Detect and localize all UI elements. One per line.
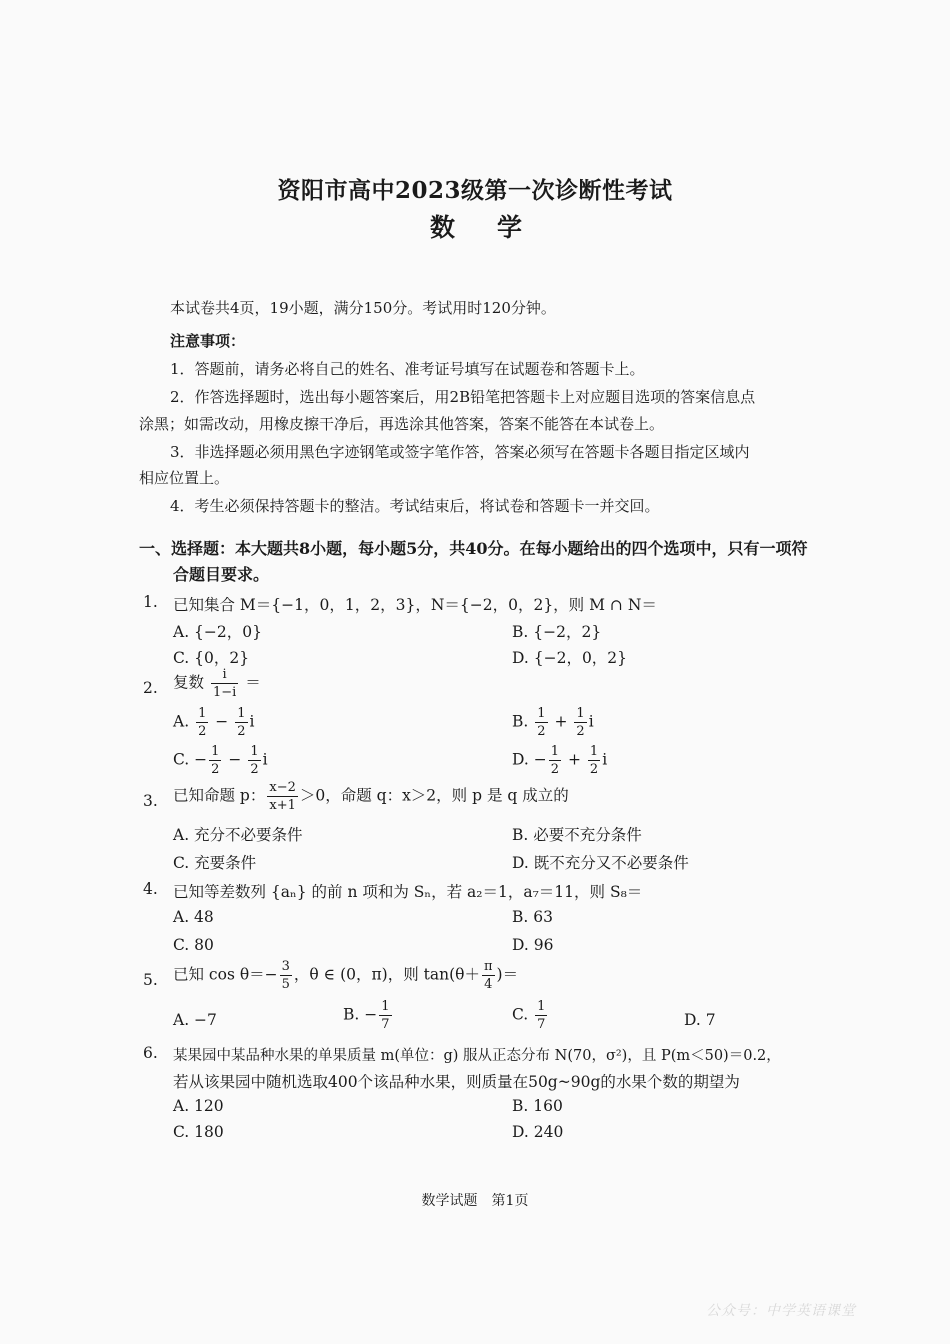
q6-option-d: D. 240 xyxy=(512,1123,564,1141)
fraction-denominator: 2 xyxy=(576,724,585,739)
q5-stem-part: 已知 cos θ＝− xyxy=(173,965,278,984)
minus-sign: − xyxy=(194,750,208,769)
fraction-denominator: 2 xyxy=(589,762,599,777)
fraction-denominator: 2 xyxy=(550,762,560,777)
option-label: B. xyxy=(512,712,529,731)
q2-stem-prefix: 复数 xyxy=(173,673,205,692)
fraction-denominator: 2 xyxy=(198,724,207,739)
plus-sign: + xyxy=(567,750,581,769)
fraction xyxy=(235,707,247,738)
question-number: 2. xyxy=(143,679,158,697)
subject-title: 数学 xyxy=(430,213,565,242)
fraction xyxy=(196,707,208,738)
imaginary-unit: i xyxy=(262,750,268,769)
fraction xyxy=(588,745,600,776)
q4-option-d: D. 96 xyxy=(512,936,554,954)
fraction-denominator: 5 xyxy=(281,977,290,992)
fraction-numerator: 1 xyxy=(250,744,259,759)
q6-option-a: A. 120 xyxy=(173,1097,224,1115)
section-heading-cont: 合题目要求。 xyxy=(173,565,270,584)
page-footer: 数学试题 第1页 xyxy=(421,1193,529,1209)
q3-option-b: B. 必要不充分条件 xyxy=(512,826,642,844)
fraction xyxy=(379,1000,391,1031)
q2-option-a xyxy=(173,707,254,738)
q5-option-c xyxy=(512,1000,549,1031)
q4-option-a: A. 48 xyxy=(173,908,214,926)
fraction-denominator: 7 xyxy=(381,1017,390,1032)
exam-summary: 本试卷共4页，19小题，满分150分。考试用时120分钟。 xyxy=(170,299,556,317)
q5-option-d: D. 7 xyxy=(684,1011,716,1029)
q5-stem-part: )＝ xyxy=(496,965,519,984)
q1-option-d: D. {−2，0，2} xyxy=(512,649,628,667)
q6-option-b: B. 160 xyxy=(512,1097,563,1115)
fraction-numerator: 1 xyxy=(211,744,220,759)
minus-sign: − xyxy=(228,750,242,769)
fraction-numerator: 1 xyxy=(537,706,546,721)
question-number: 4. xyxy=(143,880,158,898)
q1-option-c: C. {0，2} xyxy=(173,649,250,667)
notice-2a: 2．作答选择题时，选出每小题答案后，用2B铅笔把答题卡上对应题目选项的答案信息点 xyxy=(170,388,756,406)
fraction xyxy=(549,745,561,776)
q3-option-a: A. 充分不必要条件 xyxy=(173,826,303,844)
q3-fraction xyxy=(267,781,298,812)
fraction-numerator: 1 xyxy=(589,744,599,759)
q5-option-a: A. −7 xyxy=(173,1011,217,1029)
notice-1: 1．答题前，请务必将自己的姓名、准考证号填写在试题卷和答题卡上。 xyxy=(170,360,645,378)
fraction-denominator: 2 xyxy=(211,762,220,777)
notice-heading: 注意事项： xyxy=(170,332,246,350)
notice-2b: 涂黑；如需改动，用橡皮擦干净后，再选涂其他答案，答案不能答在本试卷上。 xyxy=(139,415,665,433)
question-number: 1. xyxy=(143,593,158,611)
imaginary-unit: i xyxy=(249,712,255,731)
question-6-stem-cont: 若从该果园中随机选取400个该品种水果，则质量在50g~90g的水果个数的期望为 xyxy=(173,1073,740,1091)
q1-option-a: A. {−2，0} xyxy=(173,623,262,641)
fraction-denominator: 1−i xyxy=(212,685,237,700)
q4-option-b: B. 63 xyxy=(512,908,553,926)
fraction-numerator: 1 xyxy=(198,706,207,721)
option-label: A. xyxy=(173,712,190,731)
minus-sign: − xyxy=(215,712,229,731)
q2-option-b xyxy=(512,707,594,738)
q5-stem-part: ，θ ∈ (0，π)，则 tan(θ＋ xyxy=(293,965,480,984)
plus-sign: + xyxy=(554,712,568,731)
notice-4: 4．考生必须保持答题卡的整洁。考试结束后，将试卷和答题卡一并交回。 xyxy=(170,497,660,515)
question-1-stem: 已知集合 M＝{−1，0，1，2，3}，N＝{−2，0，2}，则 M ∩ N＝ xyxy=(173,596,657,614)
fraction-numerator: 1 xyxy=(537,999,546,1014)
fraction-numerator: 1 xyxy=(381,999,390,1014)
fraction xyxy=(574,707,586,738)
q5-option-b xyxy=(343,1000,394,1031)
q2-stem-suffix: ＝ xyxy=(245,673,261,692)
q1-option-b: B. {−2，2} xyxy=(512,623,602,641)
exam-title: 资阳市高中2023级第一次诊断性考试 xyxy=(277,177,673,204)
fraction xyxy=(209,745,221,776)
fraction-denominator: 7 xyxy=(537,1017,546,1032)
q2-option-d xyxy=(512,745,607,776)
notice-3b: 相应位置上。 xyxy=(139,469,230,487)
question-number: 5. xyxy=(143,971,158,989)
imaginary-unit: i xyxy=(588,712,594,731)
q4-option-c: C. 80 xyxy=(173,936,214,954)
fraction-numerator: i xyxy=(211,668,238,684)
q2-option-c xyxy=(173,745,268,776)
fraction xyxy=(482,960,495,991)
fraction-numerator: 3 xyxy=(281,959,290,974)
minus-sign: − xyxy=(533,750,547,769)
section-heading: 一、选择题：本大题共8小题，每小题5分，共40分。在每小题给出的四个选项中，只有一项符 xyxy=(139,539,808,558)
q3-option-d: D. 既不充分又不必要条件 xyxy=(512,854,689,872)
question-number: 6. xyxy=(143,1044,158,1062)
question-number: 3. xyxy=(143,792,158,810)
fraction-numerator: π xyxy=(483,959,493,974)
fraction-denominator: 2 xyxy=(250,762,259,777)
q2-fraction xyxy=(211,668,238,699)
fraction-denominator: 4 xyxy=(484,977,493,992)
question-6-stem: 某果园中某品种水果的单果质量 m(单位：g) 服从正态分布 N(70，σ²)，且 P(m＜50)＝0.2， xyxy=(173,1048,781,1064)
option-label: B. − xyxy=(343,1005,378,1024)
fraction-numerator: x−2 xyxy=(269,780,296,795)
watermark: 公众号：中学英语课堂 xyxy=(706,1303,856,1319)
q3-stem-prefix: 已知命题 p： xyxy=(173,786,266,805)
fraction-numerator: 1 xyxy=(550,744,560,759)
option-label: C. xyxy=(173,750,190,769)
question-3-stem xyxy=(173,781,569,812)
question-5-stem xyxy=(173,960,518,991)
question-2-stem xyxy=(173,668,261,699)
q3-option-c: C. 充要条件 xyxy=(173,854,257,872)
fraction xyxy=(248,745,260,776)
fraction-numerator: 1 xyxy=(576,706,585,721)
question-4-stem: 已知等差数列 {aₙ} 的前 n 项和为 Sₙ，若 a₂＝1，a₇＝11，则 S₈＝ xyxy=(173,883,643,901)
q6-option-c: C. 180 xyxy=(173,1123,224,1141)
imaginary-unit: i xyxy=(602,750,608,769)
fraction xyxy=(535,1000,547,1031)
fraction-denominator: x+1 xyxy=(269,798,296,813)
fraction-denominator: 2 xyxy=(537,724,546,739)
fraction xyxy=(535,707,547,738)
notice-3a: 3．非选择题必须用黑色字迹钢笔或签字笔作答，答案必须写在答题卡各题目指定区域内 xyxy=(170,443,750,461)
option-label: C. xyxy=(512,1005,529,1024)
fraction-numerator: 1 xyxy=(237,706,246,721)
option-label: D. xyxy=(512,750,529,769)
fraction xyxy=(280,960,292,991)
q3-stem-suffix: ＞0，命题 q：x＞2，则 p 是 q 成立的 xyxy=(299,786,569,805)
fraction-denominator: 2 xyxy=(237,724,246,739)
